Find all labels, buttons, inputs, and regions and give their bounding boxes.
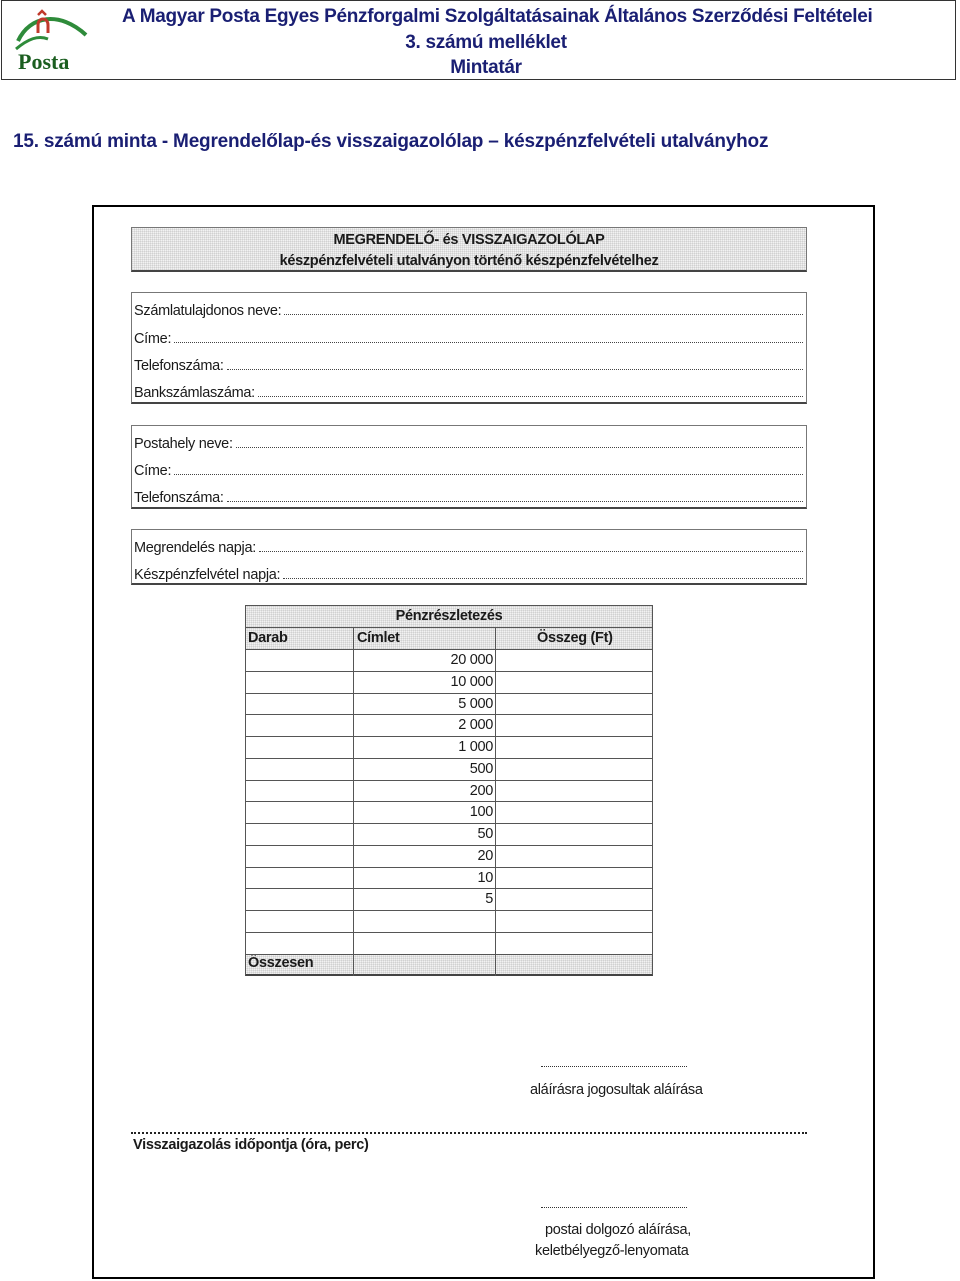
amount-cell[interactable] (496, 759, 652, 779)
page-title: 15. számú minta - Megrendelőlap-és visszaigazolólap – készpénzfelvételi utalványhoz (13, 131, 769, 152)
count-cell[interactable] (246, 672, 352, 692)
denomination-value: 5 000 (458, 695, 493, 712)
amount-cell[interactable] (496, 889, 652, 909)
denomination-value: 10 (477, 869, 493, 886)
form-title: MEGRENDELŐ- és VISSZAIGAZOLÓLAP (333, 232, 605, 248)
denomination-value: 100 (469, 804, 493, 821)
denomination-table (245, 605, 653, 976)
column-header-denomination: Címlet (357, 630, 400, 646)
amount-cell[interactable] (496, 868, 652, 888)
postmark-label: keletbélyegző-lenyomata (535, 1243, 689, 1259)
count-cell[interactable] (246, 694, 352, 714)
authorized-signature-label: aláírásra jogosultak aláírása (530, 1082, 703, 1098)
account-holder-section (131, 292, 807, 404)
count-cell[interactable] (246, 715, 352, 735)
count-cell[interactable] (246, 868, 352, 888)
post-office-section (131, 425, 807, 509)
count-cell[interactable] (246, 759, 352, 779)
table-row-divider (245, 932, 653, 933)
post-office-phone-field[interactable]: Telefonszáma: (134, 484, 803, 506)
denomination-value: 500 (469, 760, 493, 777)
amount-cell[interactable] (496, 650, 652, 670)
confirmation-separator (131, 1132, 807, 1134)
amount-cell[interactable] (496, 737, 652, 757)
postal-signature-label: postai dolgozó aláírása, (545, 1222, 691, 1238)
denomination-value: 1 000 (458, 739, 493, 755)
order-date-field[interactable]: Megrendelés napja: (134, 534, 803, 556)
count-cell[interactable] (246, 889, 352, 909)
total-label: Összesen (248, 955, 314, 971)
table-title: Pénzrészletezés (395, 608, 503, 624)
form-subtitle: készpénzfelvételi utalványon történő készpénzfelvételhez (279, 253, 659, 269)
header-annex: 3. számú melléklet (405, 32, 567, 53)
post-office-name-field[interactable]: Postahely neve: (134, 430, 803, 452)
magyar-posta-logo (8, 9, 92, 75)
count-cell[interactable] (246, 824, 352, 844)
bank-account-number-field[interactable]: Bankszámlaszáma: (134, 379, 803, 401)
count-cell[interactable] (246, 650, 352, 670)
amount-cell[interactable] (496, 824, 652, 844)
svg-text:Posta: Posta (18, 49, 70, 74)
header-subtitle: Mintatár (450, 57, 522, 78)
amount-cell[interactable] (496, 672, 652, 692)
amount-cell[interactable] (496, 715, 652, 735)
denomination-value: 200 (469, 782, 493, 799)
confirmation-time-label: Visszaigazolás időpontja (óra, perc) (133, 1137, 369, 1153)
account-holder-name-field[interactable]: Számlatulajdonos neve: (134, 297, 803, 319)
column-header-count: Darab (248, 630, 288, 646)
form-title-box (131, 227, 807, 272)
authorized-signature-line[interactable] (541, 1066, 687, 1067)
denomination-value: 5 (485, 891, 493, 908)
postal-signature-line[interactable] (541, 1207, 687, 1208)
table-row-divider (245, 954, 653, 955)
account-holder-phone-field[interactable]: Telefonszáma: (134, 352, 803, 374)
denomination-value: 10 000 (450, 673, 493, 690)
count-cell[interactable] (246, 846, 352, 866)
count-cell[interactable] (246, 737, 352, 757)
amount-cell[interactable] (496, 694, 652, 714)
amount-cell[interactable] (496, 781, 652, 801)
amount-cell[interactable] (496, 846, 652, 866)
date-section (131, 529, 807, 585)
table-row-divider (245, 910, 653, 911)
denomination-value: 50 (477, 826, 493, 842)
denomination-value: 2 000 (458, 717, 493, 734)
count-cell[interactable] (246, 781, 352, 801)
denomination-value: 20 000 (450, 652, 493, 668)
withdrawal-date-field[interactable]: Készpénzfelvétel napja: (134, 561, 803, 583)
account-holder-address-field[interactable]: Címe: (134, 325, 803, 347)
denomination-value: 20 (477, 847, 493, 864)
header-title: A Magyar Posta Egyes Pénzforgalmi Szolgáltatásainak Általános Szerződési Feltételei (122, 6, 873, 27)
post-office-address-field[interactable]: Címe: (134, 457, 803, 479)
count-cell[interactable] (246, 802, 352, 822)
column-header-amount: Összeg (Ft) (537, 630, 613, 646)
document-header (1, 0, 956, 80)
amount-cell[interactable] (496, 802, 652, 822)
table-title-divider (245, 627, 653, 628)
